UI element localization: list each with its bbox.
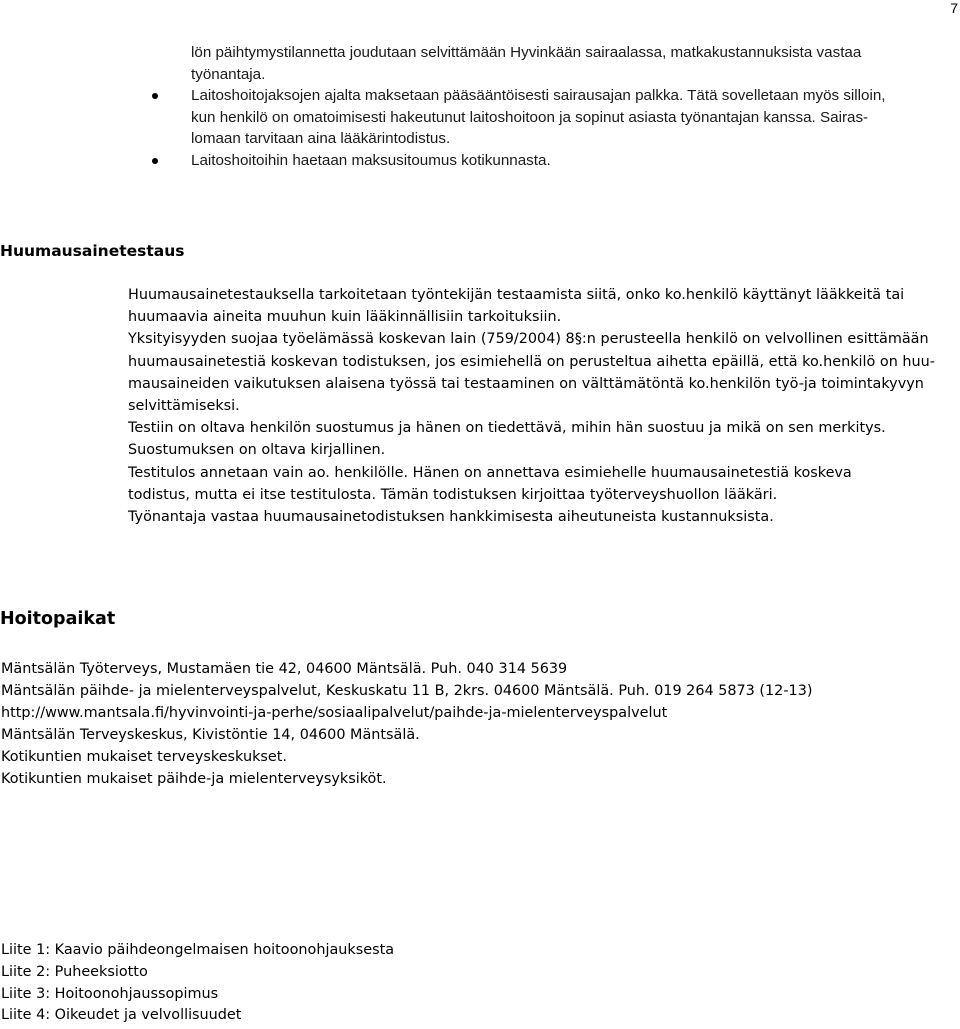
- text-line: huumaavia aineita muuhun kuin lääkinnällisiin tarkoituksiin.: [128, 309, 562, 326]
- text-line: Testitulos annetaan vain ao. henkilölle. Hänen on annettava esimiehelle huumausainetestiä koskeva: [128, 464, 852, 481]
- appendix-list: [1, 940, 601, 1027]
- drug-testing-heading: Huumausainetestaus: [0, 242, 185, 260]
- bullet-item-sick-pay: [191, 85, 951, 150]
- text-line: lomaan tarvitaan aina lääkärintodistus.: [191, 130, 451, 148]
- care-place-line: Mäntsälän päihde- ja mielenterveyspalvelut, Keskuskatu 11 B, 2krs. 04600 Mäntsälä. Puh. 019 264 5873 (12-13): [1, 683, 813, 699]
- page-number: 7: [950, 0, 958, 16]
- text-line: Testiin on oltava henkilön suostumus ja hänen on tiedettävä, mihin hän suostuu ja mikä on sen merkitys.: [128, 420, 886, 437]
- bullet-dot-icon: [152, 158, 158, 164]
- appendix-item: Liite 4: Oikeudet ja velvollisuudet: [1, 1007, 242, 1024]
- care-place-line: Kotikuntien mukaiset päihde-ja mielenterveysyksiköt.: [1, 771, 387, 787]
- bullet-item-payment-commitment: [191, 150, 951, 172]
- care-place-line: Mäntsälän Työterveys, Mustamäen tie 42, 04600 Mäntsälä. Puh. 040 314 5639: [1, 661, 568, 677]
- bullet-dot-icon: [152, 93, 158, 99]
- intro-list: [0, 42, 960, 172]
- continued-bullet-text: [191, 42, 951, 85]
- care-places-heading: Hoitopaikat: [0, 609, 116, 629]
- text-line: Suostumuksen on oltava kirjallinen.: [128, 442, 386, 459]
- appendix-item: Liite 3: Hoitoonohjaussopimus: [1, 985, 219, 1002]
- text-line: kun henkilö on omatoimisesti hakeutunut laitoshoitoon ja sopinut asiasta työnantajan kanssa. Sairas-: [191, 108, 869, 126]
- text-line: selvittämiseksi.: [128, 398, 240, 415]
- text-line: lön päihtymystilannetta joudutaan selvittämään Hyvinkään sairaalassa, matkakustannuksista vastaa: [191, 44, 862, 61]
- care-places-list: [1, 658, 941, 790]
- text-line: Huumausainetestauksella tarkoitetaan työntekijän testaamista siitä, onko ko.henkilö käyttänyt lääkkeitä tai: [128, 287, 905, 303]
- text-line: työnantaja.: [191, 65, 266, 83]
- care-place-line: Mäntsälän Terveyskeskus, Kivistöntie 14, 04600 Mäntsälä.: [1, 727, 420, 743]
- appendix-item: Liite 2: Puheeksiotto: [1, 963, 148, 980]
- text-line: huumausainetestiä koskevan todistuksen, jos esimiehellä on perusteltua aihetta epäillä, että ko.henkilö on huu-: [128, 353, 935, 370]
- text-line: mausaineiden vaikutuksen alaisena työssä tai testaaminen on välttämätöntä ko.henkilön työ-ja toimintakyvyn: [128, 375, 924, 392]
- drug-testing-body: [128, 284, 948, 528]
- care-place-url[interactable]: http://www.mantsala.fi/hyvinvointi-ja-perhe/sosiaalipalvelut/paihde-ja-mielenterveyspalvelut: [1, 705, 668, 721]
- text-line: Työnantaja vastaa huumausainetodistuksen hankkimisesta aiheutuneista kustannuksista.: [128, 509, 774, 526]
- text-line: todistus, mutta ei itse testitulosta. Tämän todistuksen kirjoittaa työterveyshuollon lääkäri.: [128, 486, 778, 503]
- care-place-line: Kotikuntien mukaiset terveyskeskukset.: [1, 749, 287, 765]
- text-line: Laitoshoitoihin haetaan maksusitoumus kotikunnasta.: [191, 151, 551, 169]
- appendix-item: Liite 1: Kaavio päihdeongelmaisen hoitoonohjauksesta: [1, 942, 395, 958]
- text-line: Yksityisyyden suojaa työelämässä koskevan lain (759/2004) 8§:n perusteella henkilö on velvollinen esittämään: [128, 331, 929, 348]
- text-line: Laitoshoitojaksojen ajalta maksetaan pääsääntöisesti sairausajan palkka. Tätä sovelletaan myös silloin,: [191, 87, 886, 105]
